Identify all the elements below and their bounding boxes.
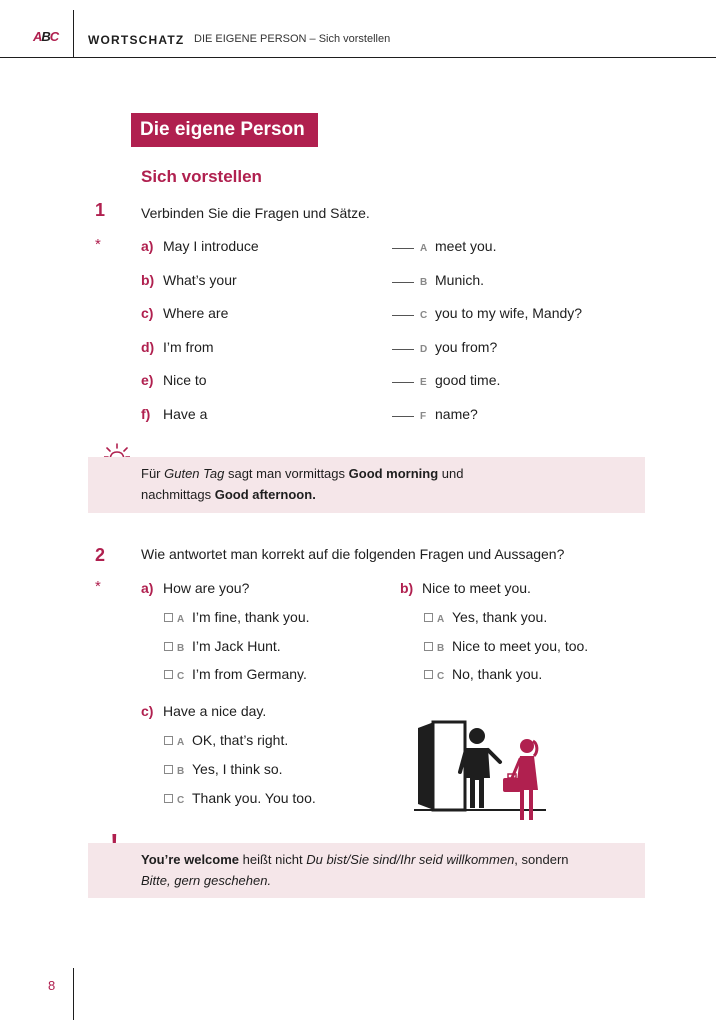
exercise-number: 1 [95, 200, 106, 220]
page-number: 8 [48, 978, 56, 993]
section-subtitle: Sich vorstellen [141, 167, 262, 186]
answer-blank[interactable] [392, 416, 414, 417]
question-item: a) How are you? [141, 580, 250, 596]
answer-option[interactable]: A Yes, thank you. [424, 609, 547, 625]
checkbox[interactable] [424, 670, 433, 679]
answer-blank[interactable] [392, 382, 414, 383]
section-label: WORTSCHATZ [88, 33, 185, 47]
match-right-item: A meet you. [392, 238, 496, 254]
match-left-item: a) May I introduce [141, 238, 259, 254]
checkbox[interactable] [164, 642, 173, 651]
page-header [0, 0, 716, 58]
answer-option[interactable]: B I’m Jack Hunt. [164, 638, 281, 654]
checkbox[interactable] [424, 642, 433, 651]
header-divider [73, 10, 74, 58]
match-right-item: C you to my wife, Mandy? [392, 305, 582, 321]
answer-option[interactable]: A OK, that’s right. [164, 732, 288, 748]
match-left-item: b) What’s your [141, 272, 237, 288]
match-left-item: c) Where are [141, 305, 229, 321]
difficulty-star: * [95, 236, 101, 253]
exercise-instruction: Wie antwortet man korrekt auf die folgenden Fragen und Aussagen? [141, 546, 565, 562]
checkbox[interactable] [164, 736, 173, 745]
match-right-item: F name? [392, 406, 478, 422]
checkbox[interactable] [424, 613, 433, 622]
question-item: b) Nice to meet you. [400, 580, 531, 596]
answer-blank[interactable] [392, 349, 414, 350]
answer-blank[interactable] [392, 248, 414, 249]
exercise-number: 2 [95, 545, 106, 565]
breadcrumb: DIE EIGENE PERSON – Sich vorstellen [194, 33, 391, 45]
question-item: c) Have a nice day. [141, 703, 267, 719]
exercise-instruction: Verbinden Sie die Fragen und Sätze. [141, 205, 370, 221]
answer-option[interactable]: C No, thank you. [424, 666, 542, 682]
answer-option[interactable]: C Thank you. You too. [164, 790, 316, 806]
checkbox[interactable] [164, 765, 173, 774]
welcome-illustration [414, 718, 546, 824]
answer-option[interactable]: C I’m from Germany. [164, 666, 307, 682]
page-title: Die eigene Person [131, 113, 318, 147]
match-right-item: E good time. [392, 372, 500, 388]
match-left-item: f) Have a [141, 406, 208, 422]
match-right-item: D you from? [392, 339, 497, 355]
footer-divider [73, 968, 74, 1020]
answer-blank[interactable] [392, 282, 414, 283]
checkbox[interactable] [164, 613, 173, 622]
checkbox[interactable] [164, 670, 173, 679]
tip-box: Für Guten Tag sagt man vormittags Good morning und nachmittags Good afternoon. [88, 457, 645, 513]
checkbox[interactable] [164, 794, 173, 803]
answer-option[interactable]: A I’m fine, thank you. [164, 609, 310, 625]
answer-blank[interactable] [392, 315, 414, 316]
match-left-item: d) I’m from [141, 339, 214, 355]
note-box: You’re welcome heißt nicht Du bist/Sie sind/Ihr seid willkommen, sondern Bitte, gern geschehen. [88, 843, 645, 898]
difficulty-star: * [95, 578, 101, 595]
abc-logo: ABC [33, 29, 59, 44]
answer-option[interactable]: B Yes, I think so. [164, 761, 283, 777]
match-left-item: e) Nice to [141, 372, 207, 388]
match-right-item: B Munich. [392, 272, 484, 288]
answer-option[interactable]: B Nice to meet you, too. [424, 638, 588, 654]
